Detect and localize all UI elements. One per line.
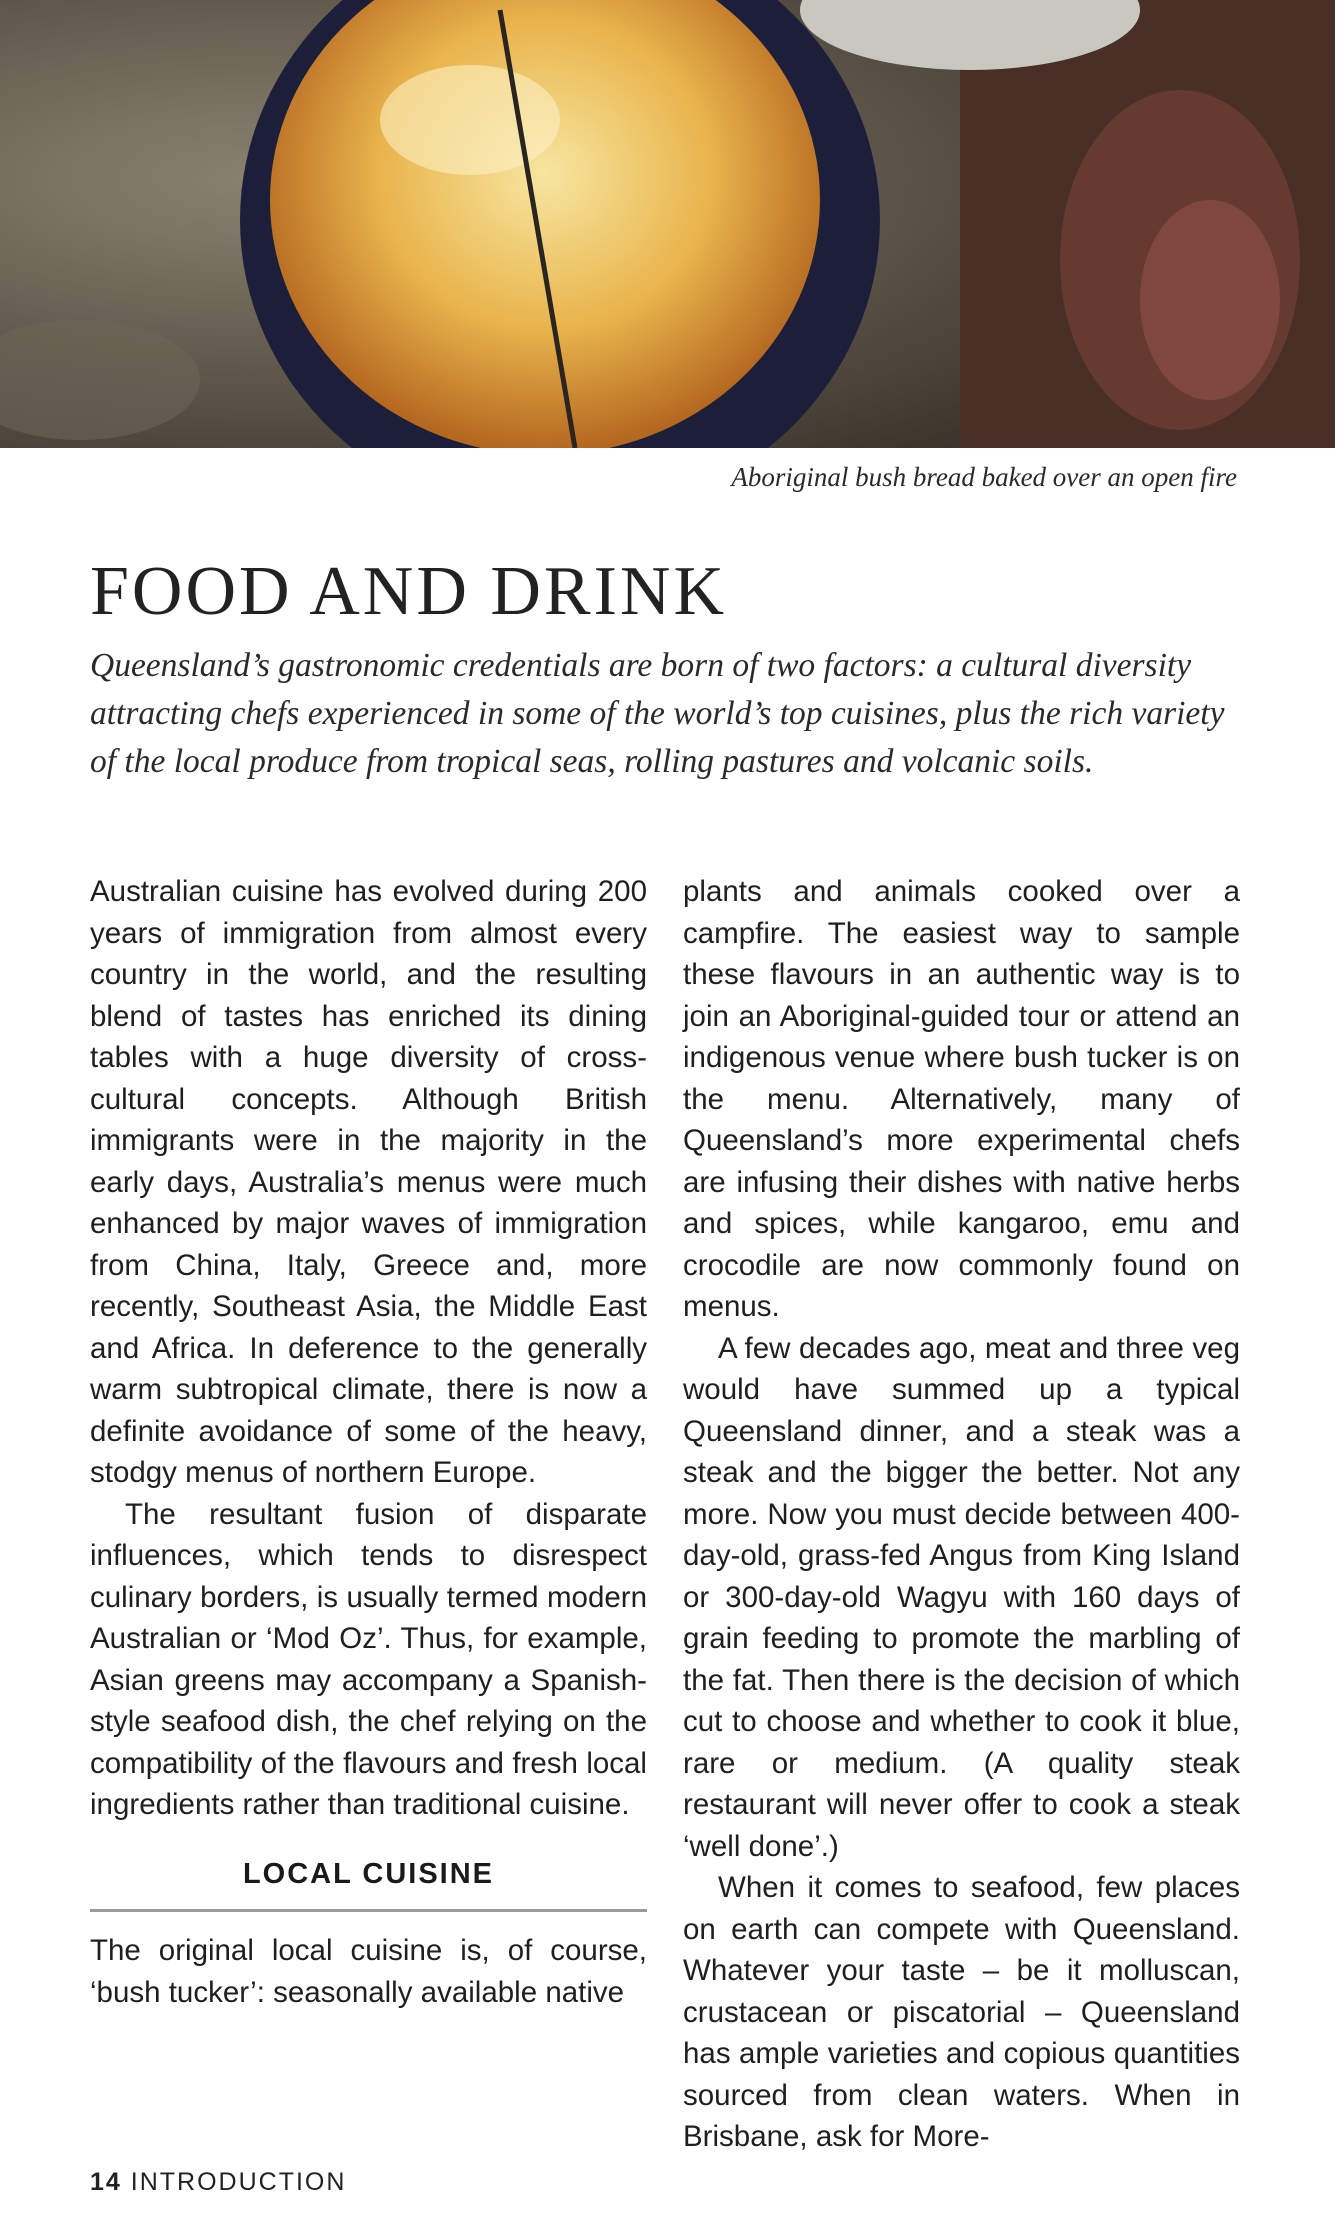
page-title: FOOD AND DRINK xyxy=(90,553,728,630)
section-heading: LOCAL CUISINE xyxy=(242,1857,495,1890)
right-paragraph-2: A few decades ago, meat and three veg would have summed up a typical Queensland dinner, and a steak was a steak and the bigger the better. Not any more. Now you must decide between 400-day-old, grass-fed Angus from King Island or 300-day-old Wagyu with 160 days of grain feeding to promote the marbling of the fat. Then there is the decision of which cut to choose and whether to cook it blue, rare or medium. (A quality steak restaurant will never offer to cook a steak ‘well done’.) xyxy=(683,1331,1240,1863)
photo-caption: Aboriginal bush bread baked over an open fire xyxy=(731,462,1237,492)
standfirst: Queensland’s gastronomic credentials are born of two factors: a cultural diversity attracting chefs experienced in some of the world’s top cuisines, plus the rich variety of the local produce from tropical seas, rolling pastures and volcanic soils. xyxy=(90,647,1225,780)
left-paragraph-3: The original local cuisine is, of course, ‘bush tucker’: seasonally available native xyxy=(90,1934,647,2009)
left-column xyxy=(90,871,647,2013)
right-paragraph-3: When it comes to seafood, few places on earth can compete with Queensland. Whatever your taste – be it molluscan, crustacean or piscatorial – Queensland has ample varieties and copious quantities sourced from clean waters. When in Brisbane, ask for More- xyxy=(683,1871,1240,2153)
right-paragraph-1: plants and animals cooked over a campfire. The easiest way to sample these flavours in an authentic way is to join an Aboriginal-guided tour or attend an indigenous venue where bush tucker is on the menu. Alternatively, many of Queensland’s more experimental chefs are infusing their dishes with native herbs and spices, while kangaroo, emu and crocodile are now commonly found on menus. xyxy=(683,875,1240,1323)
left-paragraph-2: The resultant fusion of disparate influences, which tends to disrespect culinary borders, is usually termed modern Australian or ‘Mod Oz’. Thus, for example, Asian greens may accompany a Spanish-style seafood dish, the chef relying on the compatibility of the flavours and fresh local ingredients rather than traditional cuisine. xyxy=(90,1497,647,1821)
bush-bread-illustration xyxy=(0,0,1335,448)
page-number: 14 xyxy=(90,2168,122,2196)
section-divider xyxy=(90,1909,647,1912)
section-name: INTRODUCTION xyxy=(130,2168,347,2196)
bush-bread-photo xyxy=(0,0,1335,448)
page-footer xyxy=(90,2168,346,2197)
left-paragraph-1: Australian cuisine has evolved during 200 years of immigration from almost every country in the world, and the resulting blend of tastes has enriched its dining tables with a huge diversity of cross-cultural concepts. Although British immigrants were in the majority in the early days, Australia’s menus were much enhanced by major waves of immigration from China, Italy, Greece and, more recently, Southeast Asia, the Middle East and Africa. In deference to the generally warm subtropical climate, there is now a definite avoidance of some of the heavy, stodgy menus of northern Europe. xyxy=(90,875,647,1489)
right-column xyxy=(683,871,1240,2158)
